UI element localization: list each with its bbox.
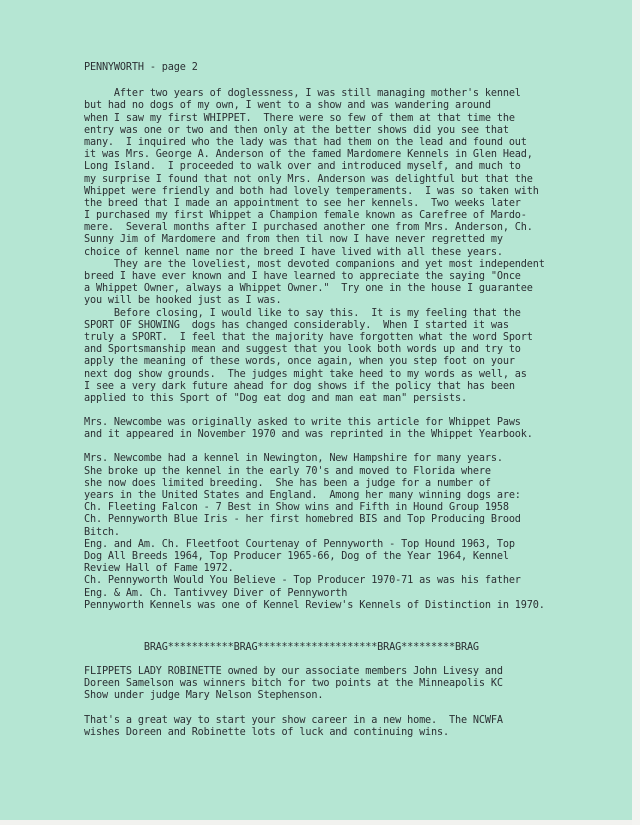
author-bio [84, 453, 640, 611]
closing-line: That's a great way to start your show career in a new home. The NCWFA [84, 714, 503, 726]
article-line: you will be hooked just as I was. [84, 295, 282, 307]
bio-line: Eng. & Am. Ch. Tantivvey Diver of Pennyworth [84, 587, 348, 599]
publication-note [84, 417, 640, 441]
article-line: Long Island. I proceeded to walk over and introduced myself, and much to [84, 161, 521, 173]
closing-line: wishes Doreen and Robinette lots of luck and continuing wins. [84, 726, 449, 738]
bio-line: Eng. and Am. Ch. Fleetfoot Courtenay of Pennyworth - Top Hound 1963, Top [84, 538, 515, 550]
article-line: After two years of doglessness, I was still managing mother's kennel [84, 88, 521, 100]
brag-line: Show under judge Mary Nelson Stephenson. [84, 690, 324, 702]
article-line: choice of kennel name nor the breed I have lived with all these years. [84, 246, 503, 258]
article-line: the breed that I made an appointment to see her kennels. Two weeks later [84, 197, 521, 209]
article-line: when I saw my first WHIPPET. There were so few of them at that time the [84, 112, 515, 124]
article-line: applied to this Sport of "Dog eat dog and man eat man" persists. [84, 392, 467, 404]
article-line: Whippet were friendly and both had lovely temperaments. I was so taken with [84, 185, 539, 197]
document-page [84, 62, 640, 739]
article-line: mere. Several months after I purchased another one from Mrs. Anderson, Ch. [84, 222, 533, 234]
article-line: many. I inquired who the lady was that had them on the lead and found out [84, 136, 527, 148]
article-line: truly a SPORT. I feel that the majority have forgotten what the word Sport [84, 331, 533, 343]
bio-line: Bitch. [84, 526, 120, 538]
article-line: my surprise I found that not only Mrs. Anderson was delightful but that the [84, 173, 533, 185]
bio-line: years in the United States and England. Among her many winning dogs are: [84, 490, 521, 501]
article-line: and Sportsmanship mean and suggest that you look both words up and try to [84, 344, 521, 356]
bio-line: Ch. Pennyworth Blue Iris - her first homebred BIS and Top Producing Brood [84, 514, 521, 526]
brag-banner: BRAG***********BRAG********************BRAG*********BRAG [84, 641, 479, 653]
note-line: and it appeared in November 1970 and was reprinted in the Whippet Yearbook. [84, 429, 533, 441]
bio-line: Ch. Fleeting Falcon - 7 Best in Show wins and Fifth in Hound Group 1958 [84, 502, 509, 514]
bio-line: she now does limited breeding. She has been a judge for a number of [84, 477, 491, 489]
bio-line: Mrs. Newcombe had a kennel in Newington, New Hampshire for many years. [84, 453, 503, 465]
article-line: Before closing, I would like to say this. It is my feeling that the [84, 307, 521, 319]
article-line: Sunny Jim of Mardomere and from then til now I have never regretted my [84, 234, 503, 246]
article-line: I see a very dark future ahead for dog shows if the policy that has been [84, 380, 515, 392]
article-line: SPORT OF SHOWING dogs has changed considerably. When I started it was [84, 319, 509, 331]
article-line: They are the loveliest, most devoted companions and yet most independent [84, 258, 545, 270]
article-body [84, 88, 640, 405]
brag-announcement [84, 666, 640, 703]
note-line: Mrs. Newcombe was originally asked to write this article for Whippet Paws [84, 417, 521, 429]
article-line: next dog show grounds. The judges might take heed to my words as well, as [84, 368, 527, 380]
article-line: it was Mrs. George A. Anderson of the famed Mardomere Kennels in Glen Head, [84, 149, 533, 161]
brag-line: FLIPPETS LADY ROBINETTE owned by our associate members John Livesy and [84, 666, 503, 678]
bio-line: She broke up the kennel in the early 70's and moved to Florida where [84, 465, 491, 477]
article-line: breed I have ever known and I have learned to appreciate the saying "Once [84, 271, 521, 282]
closing-note [84, 715, 640, 739]
article-line: entry was one or two and then only at the better shows did you see that [84, 124, 509, 136]
bio-line: Pennyworth Kennels was one of Kennel Review's Kennels of Distinction in 1970. [84, 599, 545, 611]
article-line: a Whippet Owner, always a Whippet Owner." Try one in the house I guarantee [84, 283, 533, 295]
article-line: I purchased my first Whippet a Champion female known as Carefree of Mardo- [84, 210, 527, 222]
brag-line: Doreen Samelson was winners bitch for two points at the Minneapolis KC [84, 678, 503, 690]
bio-line: Dog All Breeds 1964, Top Producer 1965-66, Dog of the Year 1964, Kennel [84, 550, 509, 562]
bio-line: Ch. Pennyworth Would You Believe - Top Producer 1970-71 as was his father [84, 575, 521, 587]
article-line: apply the meaning of these words, once again, when you step foot on your [84, 356, 515, 368]
bio-line: Review Hall of Fame 1972. [84, 563, 234, 575]
article-line: but had no dogs of my own, I went to a show and was wandering around [84, 100, 491, 112]
page-header: PENNYWORTH - page 2 [84, 62, 198, 73]
